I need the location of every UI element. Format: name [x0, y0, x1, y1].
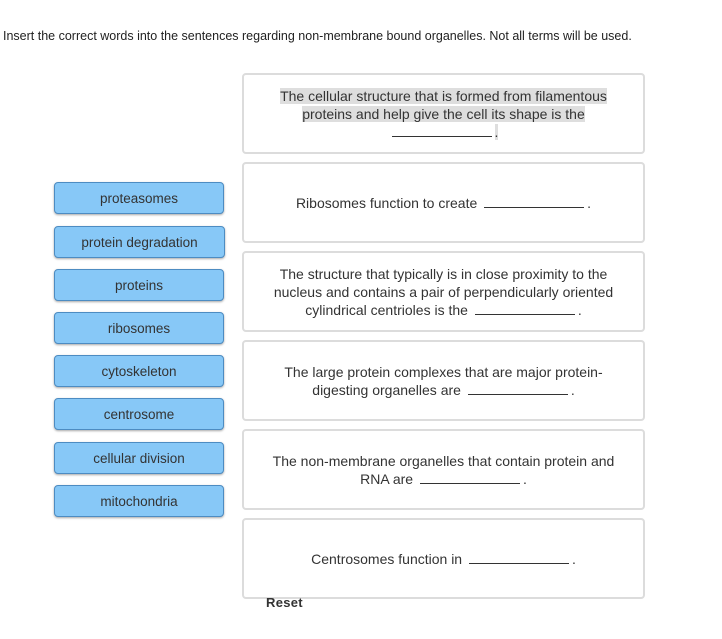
sentence-6-text: Centrosomes function in	[311, 550, 463, 567]
answer-blank-6[interactable]	[469, 551, 569, 564]
sentence-box-4	[242, 340, 645, 421]
answer-blank-1[interactable]	[392, 124, 492, 137]
sentence-2-end: .	[587, 194, 592, 211]
instructions-text: Insert the correct words into the sentences regarding non-membrane bound organelles. Not all terms will be used.	[3, 29, 632, 43]
term-ribosomes[interactable]: ribosomes	[54, 312, 224, 344]
answer-blank-3[interactable]	[475, 302, 575, 315]
sentence-2-text: Ribosomes function to create	[295, 194, 478, 211]
sentence-box-2	[242, 162, 645, 243]
sentence-2	[296, 194, 591, 212]
sentence-1	[258, 87, 629, 141]
answer-blank-4[interactable]	[468, 382, 568, 395]
sentence-4-text: The large protein complexes that are major protein-digesting organelles are	[284, 363, 603, 398]
term-mitochondria[interactable]: mitochondria	[54, 485, 224, 517]
sentence-box-6	[242, 518, 645, 599]
sentence-1-end: .	[494, 123, 499, 140]
reset-button[interactable]: Reset	[266, 595, 303, 610]
sentence-5-end: .	[522, 470, 527, 487]
term-cellular-division[interactable]: cellular division	[54, 442, 224, 474]
sentence-3	[258, 265, 629, 319]
term-proteins[interactable]: proteins	[54, 269, 224, 301]
sentence-box-3	[242, 251, 645, 332]
sentence-5-text: The non-membrane organelles that contain protein and RNA are	[272, 452, 615, 487]
answer-blank-2[interactable]	[484, 195, 584, 208]
sentence-box-5	[242, 429, 645, 510]
sentence-4-end: .	[570, 381, 575, 398]
term-proteasomes[interactable]: proteasomes	[54, 182, 224, 214]
sentence-6-end: .	[571, 550, 576, 567]
sentence-box-1	[242, 73, 645, 154]
sentence-3-text: The structure that typically is in close proximity to the nucleus and contains a pair of perpendicularly oriented cylindrical centrioles is the	[273, 265, 614, 318]
sentence-3-end: .	[577, 301, 582, 318]
sentence-6	[311, 550, 576, 568]
sentence-5	[258, 452, 629, 488]
answer-blank-5[interactable]	[420, 471, 520, 484]
term-centrosome[interactable]: centrosome	[54, 398, 224, 430]
term-protein-degradation[interactable]: protein degradation	[54, 226, 225, 258]
sentence-1-text: The cellular structure that is formed from filamentous proteins and help give the cell its shape is the	[280, 87, 607, 122]
sentence-4	[258, 363, 629, 399]
term-cytoskeleton[interactable]: cytoskeleton	[54, 355, 224, 387]
